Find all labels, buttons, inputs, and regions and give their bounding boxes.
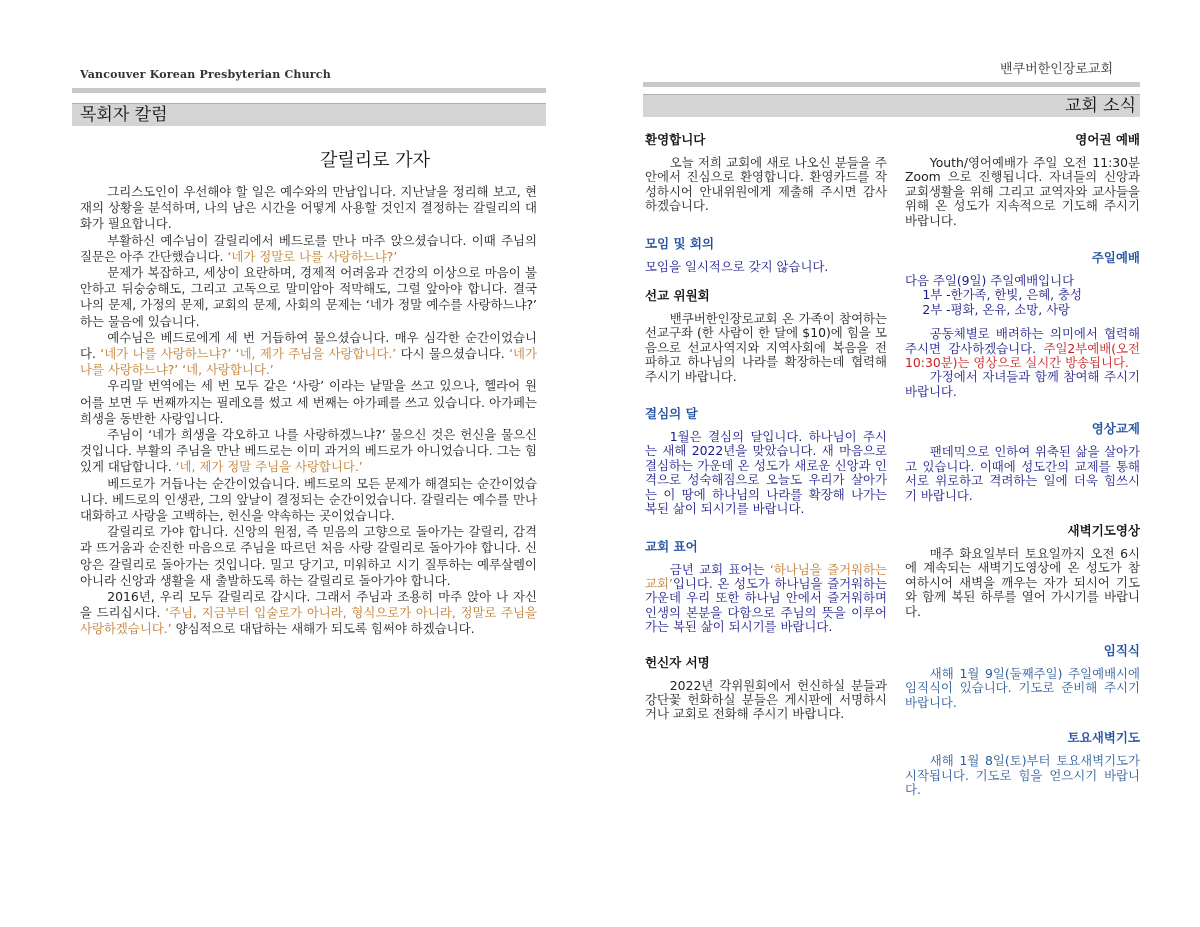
text-run: 부활하신 예수님이 갈릴리에서 베드로를 만나 마주 앉으셨습니다. 이때 주님의 질문은 아주 간단했습니다. [80,232,537,264]
section-bar-column [72,103,546,126]
news-body-extra [905,370,1140,399]
text-run: 모임을 일시적으로 갖지 않습니다. [645,258,829,274]
news-item [645,234,887,274]
service-group-line: 2부 -평화, 온유, 소망, 사랑 [922,301,1071,317]
column-paragraph [80,589,537,638]
news-item [645,537,887,635]
news-heading: 교회 표어 [645,538,698,554]
news-item [905,728,1140,797]
section-bar-news [643,94,1140,117]
service-group-line: 1부 -한가족, 한빛, 은혜, 충성 [922,287,1082,303]
news-body [905,274,1140,288]
highlight-notice: 주일2부예배(오전10:30분)는 영상으로 실시간 방송됩니다. [905,340,1140,371]
text-run: 공동체별로 배려하는 의미에서 협력해 주시면 감사하겠습니다. [905,326,1140,356]
text-run: 밴쿠버한인장로교회 온 가족이 참여하는 선교구좌 (한 사람이 한 달에 $10)에 힘을 모음으로 선교사역지와 지역사회에 복음을 전파하고 하나님의 나라를 확장하는데 협력해 주시기 바랍니다. [645,311,887,384]
text-run: 문제가 복잡하고, 세상이 요란하며, 경제적 어려움과 건강의 이상으로 마음이 불안하고 뒤숭숭해도, 그리고 고독으로 말미암아 적막해도, 그럴 앞아야 합니다. 결국 나의 문제, 가정의 문제, 교회의 문제, 사회의 문제는 ‘네가 정말 예수를 사랑하느냐?’ 하는 물음에 있습니다. [80,265,537,329]
news-item [645,404,887,516]
highlight-quote: ‘네가 나를 사랑하느냐?’ ‘네, 사랑합니다.’ [80,346,537,378]
text-run: 다시 물으셨습니다. [396,346,510,362]
news-item [905,641,1140,710]
header-rule-left [72,88,546,93]
news-heading: 새벽기도영상 [1067,522,1140,538]
column-paragraph [80,184,537,233]
news-body [905,754,1140,797]
news-item [645,130,887,214]
section-title-news: 교회 소식 [1064,96,1136,116]
column-paragraph [80,233,537,265]
news-item [905,419,1140,503]
text-run: 새해 1월 8일(토)부터 토요새벽기도가 시작됩니다. 기도로 힘을 얻으시기 바랍니다. [905,753,1140,797]
column-paragraph [80,265,537,330]
news-heading: 선교 위원회 [645,288,710,304]
text-run: 매주 화요일부터 토요일까지 오전 6시에 계속되는 새벽기도영상에 온 성도가 참여하시어 새벽을 깨우는 자가 되시어 기도와 함께 복된 하루를 열어 가시기를 바랍니다. [905,545,1140,619]
text-run: 새해 1월 9일(둘째주일) 주일예배시에 임직식이 있습니다. 기도로 준비해 주시기 바랍니다. [905,665,1140,710]
column-paragraph [80,378,537,427]
text-run: 가정에서 자녀들과 함께 참여해 주시기 바랍니다. [905,369,1140,399]
text-run: 2022년 각위원회에서 헌신하실 분들과 강단꽃 헌화하실 분들은 게시판에 서명하시거나 교회로 전화해 주시기 바랍니다. [645,677,887,722]
news-heading: 환영합니다 [645,132,706,147]
column-body [80,184,537,638]
text-run: 갈릴리로 가야 합니다. 신앙의 원점, 즉 믿음의 고향으로 돌아가는 갈릴리, 감격과 뜨거움과 순진한 마음으로 주님을 따르던 처음 사랑 갈릴리로 돌아가야 합니다. 신앙은 갈릴리로 돌아가는 것입니다. 밀고 당기고, 미워하고 시기 질투하는 예루살렘이 아니라 신앙과 생활을 새 출발하도록 하는 갈릴리로 돌아가야 합니다. [80,524,537,588]
news-heading: 토요새벽기도 [1067,730,1140,746]
text-run: 1월은 결심의 달입니다. 하나님이 주시는 새해 2022년을 맞았습니다. 새 마음으로 결심하는 가운데 온 성도가 새로운 신앙과 인격으로 성숙해짐으로 오늘도 우리가 살아가는 이 땅에 하나님의 나라를 확장해 나가는 복된 삶이 되시기를 바랍니다. [645,429,887,517]
column-paragraph [80,427,537,476]
news-heading: 결심의 달 [645,406,698,422]
news-item [905,248,1140,399]
news-item [905,130,1140,228]
news-body [905,156,1140,228]
text-run: 양심적으로 대답하는 새해가 되도록 힘써야 하겠습니다. [171,621,475,637]
text-run: 우리말 번역에는 세 번 모두 같은 ‘사랑’ 이라는 낱말을 쓰고 있으나, 헬라어 원어를 보면 두 번째까지는 필레오를 썼고 세 번째는 아가페를 쓰고 있습니다. 아가페는 희생을 동반한 사랑입니다. [80,378,537,426]
column-paragraph [80,330,537,379]
news-body [905,445,1140,503]
news-heading: 임직식 [1103,642,1140,658]
section-title-column: 목회자 칼럼 [80,105,168,125]
news-body [905,547,1140,619]
column-paragraph [80,524,537,589]
text-run: 예수님은 베드로에게 세 번 거듭하여 물으셨습니다. 매우 심각한 순간이었습니다. [80,329,537,362]
news-item [905,521,1140,619]
text-run: 주님이 ‘네가 희생을 각오하고 나를 사랑하겠느냐?’ 물으신 것은 헌신을 물으신 것입니다. 부활의 주님을 만난 베드로는 이미 과거의 베드로가 아니었습니다. 그는 힘 있게 대답합니다. [80,427,537,475]
highlight-quote: ‘하나님을 즐거워하는 교회’ [645,561,887,591]
text-run: 베드로가 거듭나는 순간이었습니다. 베드로의 모든 문제가 해결되는 순간이었습니다. 베드로의 인생관, 그의 앞날이 결정되는 순간이었습니다. 갈릴리는 예수를 만나 대화하고 사랑을 고백하는, 헌신을 약속하는 곳이었습니다. [80,475,537,524]
highlight-quote: ‘네가 나를 사랑하느냐?’ ‘네, 제가 주님을 사랑합니다.’ [100,346,397,362]
news-heading: 영어권 예배 [1075,132,1140,147]
column-paragraph [80,476,537,525]
news-body [645,260,887,274]
text-run: 오늘 저희 교회에 새로 나오신 분들을 주 안에서 진심으로 환영합니다. 환영카드를 작성하시어 안내위원에게 제출해 주시면 감사하겠습니다. [645,155,887,214]
news-body [645,679,887,722]
column-title: 갈릴리로 가자 [320,150,431,171]
news-body [645,156,887,214]
text-run: 다음 주일(9일) 주일예배입니다 [905,273,1075,289]
news-heading: 헌신자 서명 [645,654,710,670]
news-body [645,312,887,384]
news-heading: 모임 및 회의 [645,235,715,251]
highlight-quote: ‘네가 정말로 나를 사랑하느냐?’ [227,248,398,264]
church-name-korean: 밴쿠버한인장로교회 [1000,62,1114,77]
news-body-extra [905,327,1140,370]
news-heading: 주일예배 [1091,250,1140,266]
header-rule-right [643,82,1140,87]
news-column-left [645,130,887,722]
news-body [645,430,887,516]
text-run: 금년 교회 표어는 [669,561,770,577]
news-heading: 영상교제 [1091,421,1140,437]
news-body [905,667,1140,710]
news-item [645,653,887,722]
text-run: 2016년, 우리 모두 갈릴리로 갑시다. 그래서 주님과 조용히 마주 앉아 나 자신을 드리십시다. [80,589,537,621]
news-item [645,286,887,384]
text-run: 그리스도인이 우선해야 할 일은 예수와의 만남입니다. 지난날을 정리해 보고, 현재의 상황을 분석하며, 나의 남은 시간을 어떻게 사용할 것인지 결정하는 갈릴리의 대화가 필요합니다. [80,184,537,232]
news-body [645,563,887,635]
text-run: Youth/영어예배가 주일 오전 11:30분 Zoom 으로 진행됩니다. 자녀들의 신앙과 교회생활을 위해 그리고 교역자와 교사들을 위해 온 성도가 지속적으로 기도해 주시기 바랍니다. [905,155,1140,228]
text-run: 입니다. 온 성도가 하나님을 즐거워하는 가운데 우리 또한 하나님 안에서 즐거워하며 인생의 본분을 다함으로 주님의 뜻을 이루어가는 복된 삶이 되시기를 바랍니다. [645,575,887,635]
church-name-english: Vancouver Korean Presbyterian Church [80,68,331,81]
text-run: 팬데믹으로 인하여 위축된 삶을 살아가고 있습니다. 이때에 성도간의 교제를 통해 서로 위로하고 격려하는 일에 더욱 힘쓰시기 바랍니다. [905,444,1140,503]
highlight-quote: ‘주님, 지금부터 입술로가 아니라, 형식으로가 아니라, 정말로 주님을 사랑하겠습니다.’ [80,605,537,637]
highlight-quote: ‘네, 제가 정말 주님을 사랑합니다.’ [175,459,363,475]
news-column-right [905,130,1140,797]
